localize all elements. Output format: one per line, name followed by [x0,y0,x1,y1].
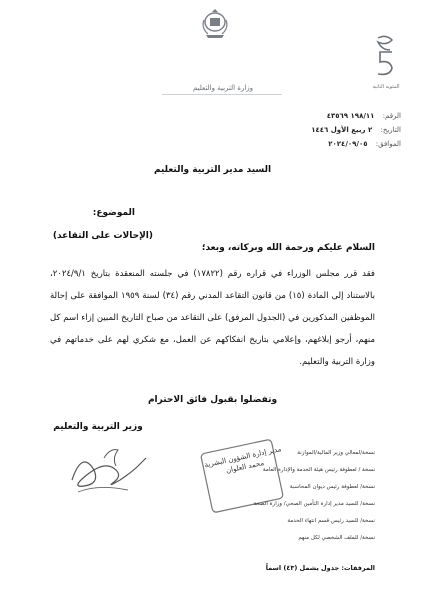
jordan-emblem-icon [200,8,230,40]
letter-body: فقد قرر مجلس الوزراء في قراره رقم (١٧٨٢٢) في جلسته المنعقدة بتاريخ ٢٠٢٤/٩/١، بالاستناد إلى المادة (١٥) من قانون التقاعد المدني رقم (٣٤) لسنة ١٩٥٩ الموافقة على إحالة الموظفين المذكورين في (الجدول المرفق) على التقاعد من صباح التاريخ المبين إزاء اسم كل منهم، أرجو إبلاغهم، وإعلامي بتاريخ انفكاكهم عن العمل، مع شكري لهم على خدماتهم في وزارة التربية والتعليم. [50,269,375,367]
attachments: المرفقات: جدول يشمل (٤٣) اسماً [265,564,375,572]
cc-item: نسخة/لمعالي وزير المالية/الموازنة [297,450,375,456]
centennial-logo-icon [368,34,404,78]
hijri-label: التاريخ: [380,126,401,134]
subject-label: الموضوع: [92,208,135,218]
ref-number [261,112,401,120]
cc-item: نسخة/ لعطوفة رئيس ديوان المحاسبة [289,484,375,490]
centennial-logo-caption: المئوية الثانية [372,84,400,90]
minister-title: وزير التربية والتعليم [53,422,143,432]
cc-item: نسخة / لعطوفة رئيس هيئة الخدمة والإدارة العامة [262,467,375,473]
greg-label: الموافق: [375,140,401,148]
cc-item: نسخة/ للسيد مدير إدارة التأمين الصحي/ وزارة الصحة [253,501,375,507]
ref-label: الرقم: [382,112,401,120]
cc-list [200,445,375,547]
addressee: السيد مدير التربية والتعليم [153,165,272,175]
greg-value: ٢٠٢٤/٠٩/٠٥ [328,140,368,148]
ministry-name: وزارة التربية والتعليم [192,84,254,92]
hijri-value: ٢ ربيع الأول ١٤٤٦ [311,126,373,134]
subject: (الإحالات على التقاعد) [52,231,153,241]
greeting: السلام عليكم ورحمة الله وبركاته، وبعد؛ [201,243,375,253]
hijri-date [261,126,401,134]
centennial-logo [368,34,404,90]
greg-date [261,140,401,148]
ref-value: ١٩٨/١١ ٤٣٥٦٩ [326,112,375,120]
cc-item: نسخة/ للسيد رئيس قسم انتهاء الخدمة [287,518,375,524]
closing: وتفضلوا بقبول فائق الاحترام [147,395,278,405]
cc-item: نسخة/ للملف الشخصي لكل منهم [298,535,375,541]
signature [64,440,154,505]
header-divider [162,94,282,95]
stamp-text: مدير إدارة الشؤون البشرية محمد العلوان [203,445,283,475]
